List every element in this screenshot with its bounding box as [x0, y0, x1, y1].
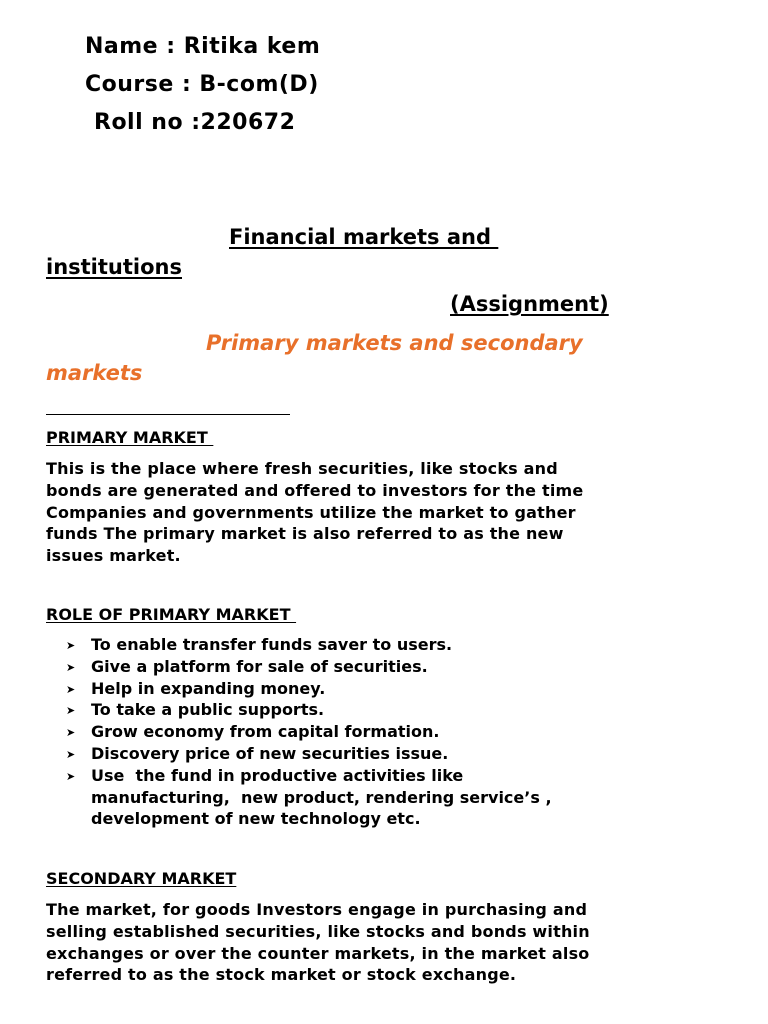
list-item-text: Use the fund in productive activities like [91, 765, 464, 785]
list-item [66, 765, 746, 787]
secondary-market-paragraph [46, 899, 736, 986]
paragraph-line: Companies and governments utilize the market to gather [46, 502, 576, 522]
list-item [66, 678, 746, 700]
page-title-line-1: Financial markets and [229, 225, 499, 249]
arrowhead-bullet-icon: ➤ [66, 726, 76, 740]
role-list [66, 634, 746, 830]
primary-market-paragraph [46, 458, 736, 567]
list-item [66, 634, 746, 656]
list-item [66, 656, 746, 678]
arrowhead-bullet-icon: ➤ [66, 660, 76, 674]
primary-market-heading: PRIMARY MARKET [46, 428, 214, 447]
arrowhead-bullet-icon: ➤ [66, 704, 76, 718]
paragraph-line: issues market. [46, 546, 181, 566]
arrowhead-bullet-icon: ➤ [66, 747, 76, 761]
list-item-text: To take a public supports. [91, 700, 325, 720]
subtitle-line-1: Primary markets and secondary [206, 331, 583, 355]
paragraph-line: exchanges or over the counter markets, in the market also [46, 943, 590, 963]
list-item [66, 743, 746, 765]
secondary-market-heading: SECONDARY MARKET [46, 869, 237, 888]
arrowhead-bullet-icon: ➤ [66, 769, 76, 783]
list-item-continuation [66, 787, 746, 809]
paragraph-line: bonds are generated and offered to investors for the time [46, 480, 584, 500]
page-title-line-2: institutions [46, 255, 182, 279]
paragraph-line: This is the place where fresh securities, like stocks and [46, 459, 558, 478]
paragraph-line: selling established securities, like stocks and bonds within [46, 921, 590, 941]
list-item-text: Help in expanding money. [91, 678, 326, 698]
list-item-text: manufacturing, new product, rendering service’s , [91, 787, 552, 807]
list-item-text: development of new technology etc. [91, 809, 421, 829]
role-of-primary-market-heading: ROLE OF PRIMARY MARKET [46, 605, 297, 624]
list-item-continuation [66, 808, 746, 830]
arrowhead-bullet-icon: ➤ [66, 682, 76, 696]
list-item-text: Grow economy from capital formation. [91, 722, 440, 742]
paragraph-line: referred to as the stock market or stock exchange. [46, 965, 517, 985]
subtitle-line-2: markets [46, 361, 143, 385]
list-item-text: To enable transfer funds saver to users. [91, 635, 453, 654]
list-item-text: Discovery price of new securities issue. [91, 743, 449, 763]
horizontal-divider [46, 414, 290, 415]
paragraph-line: funds The primary market is also referred to as the new [46, 524, 564, 544]
arrowhead-bullet-icon: ➤ [66, 639, 76, 652]
assignment-label: (Assignment) [450, 292, 609, 316]
student-course: Course : B-com(D) [85, 72, 319, 97]
student-name: Name : Ritika kem [85, 34, 321, 59]
list-item [66, 721, 746, 743]
student-roll-number: Roll no :220672 [94, 110, 296, 135]
list-item-text: Give a platform for sale of securities. [91, 656, 428, 676]
list-item [66, 699, 746, 721]
paragraph-line: The market, for goods Investors engage in purchasing and [46, 900, 588, 919]
